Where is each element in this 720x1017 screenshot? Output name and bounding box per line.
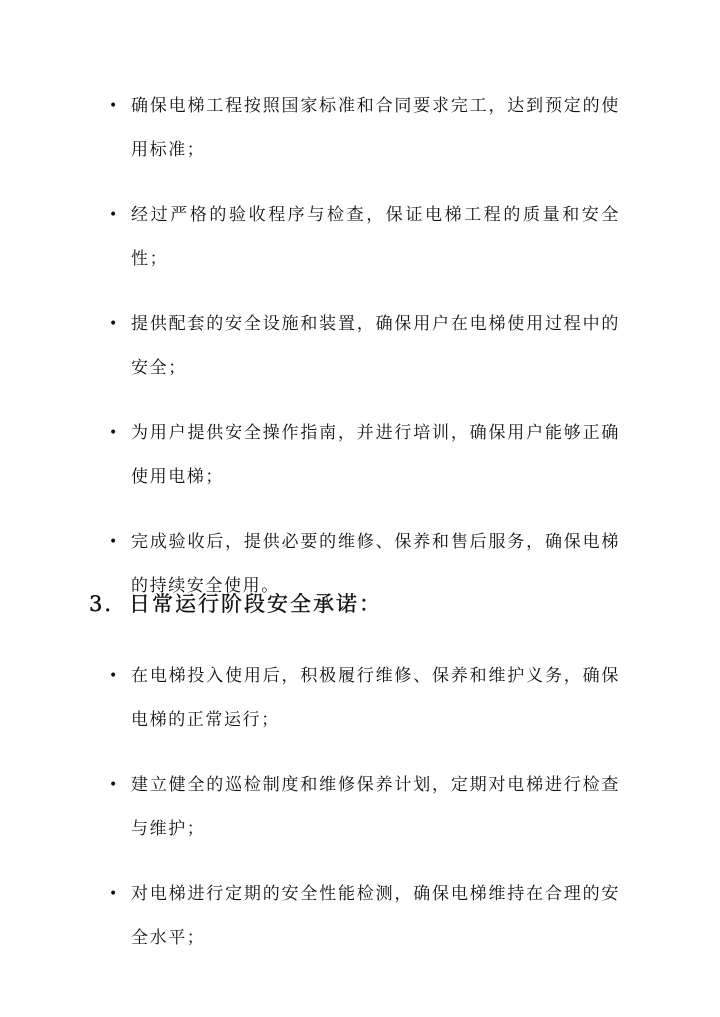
list-item (0, 411, 720, 499)
section-number: 3. (89, 592, 114, 616)
bullet-icon: • (109, 777, 119, 793)
bullet-icon: • (109, 98, 119, 114)
section-3-heading (89, 584, 382, 624)
list-item-text: 提供配套的安全设施和装置，确保用户在电梯使用过程中的安全； (131, 314, 620, 378)
list-item-text: 完成验收后，提供必要的维修、保养和售后服务，确保电梯的持续安全使用。 (131, 532, 620, 596)
list-item (0, 654, 720, 742)
list-item (0, 84, 720, 172)
bullet-icon: • (109, 316, 119, 332)
section-3-list (0, 654, 720, 981)
list-item (0, 872, 720, 960)
list-item-text: 确保电梯工程按照国家标准和合同要求完工，达到预定的使用标准； (131, 96, 620, 160)
list-item-text: 为用户提供安全操作指南，并进行培训，确保用户能够正确使用电梯； (131, 423, 620, 487)
bullet-icon: • (109, 668, 119, 684)
list-item-text: 经过严格的验收程序与检查，保证电梯工程的质量和安全性； (131, 205, 620, 269)
list-item-text: 在电梯投入使用后，积极履行维修、保养和维护义务，确保电梯的正常运行； (131, 666, 620, 730)
list-item (0, 193, 720, 281)
list-item (0, 302, 720, 390)
bullet-icon: • (109, 207, 119, 223)
bullet-icon: • (109, 425, 119, 441)
bullet-icon: • (109, 886, 119, 902)
section-title: 日常运行阶段安全承诺： (129, 592, 382, 616)
bullet-icon: • (109, 534, 119, 550)
list-item-text: 建立健全的巡检制度和维修保养计划，定期对电梯进行检查与维护； (131, 775, 620, 839)
list-item (0, 763, 720, 851)
section-2-list (0, 84, 720, 629)
list-item-text: 对电梯进行定期的安全性能检测，确保电梯维持在合理的安全水平； (131, 884, 620, 948)
